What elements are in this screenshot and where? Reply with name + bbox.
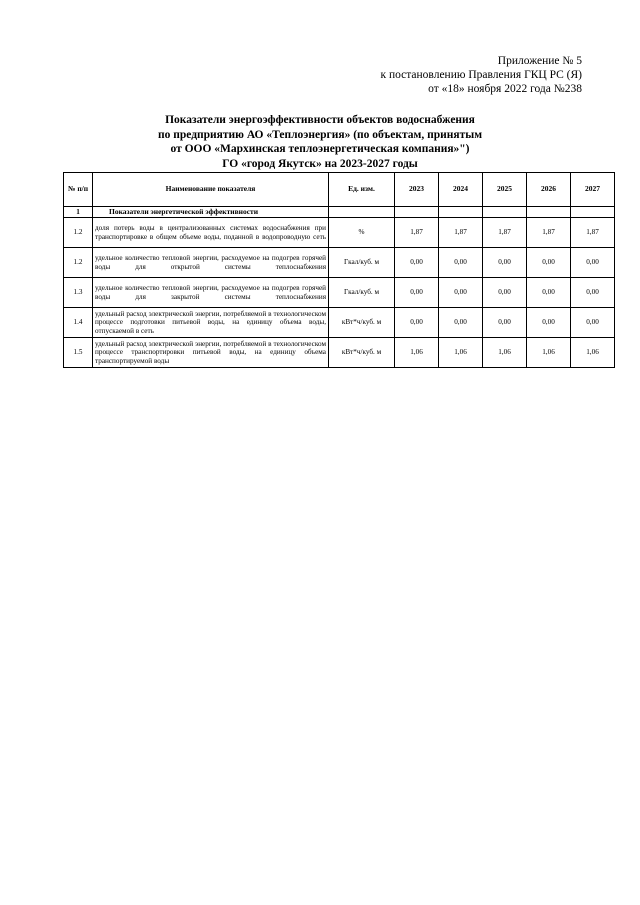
indicators-table xyxy=(63,172,615,368)
row-value-2025: 0,00 xyxy=(483,278,527,308)
table-row xyxy=(64,308,615,338)
section-name: Показатели энергетической эффективности xyxy=(93,207,329,218)
title-line-4: ГО «город Якутск» на 2023-2027 годы xyxy=(222,157,418,170)
header-2026: 2026 xyxy=(527,173,571,207)
row-value-2024: 0,00 xyxy=(439,278,483,308)
row-unit: % xyxy=(329,218,395,248)
row-value-2027: 0,00 xyxy=(571,278,615,308)
row-value-2024: 0,00 xyxy=(439,248,483,278)
table-row xyxy=(64,338,615,368)
table-row xyxy=(64,218,615,248)
section-empty xyxy=(483,207,527,218)
row-value-2023: 1,87 xyxy=(395,218,439,248)
row-num: 1.2 xyxy=(64,218,93,248)
title-line-1: Показатели энергоэффективности объектов водоснабжения xyxy=(165,114,475,126)
row-value-2026: 0,00 xyxy=(527,248,571,278)
section-num: 1 xyxy=(64,207,93,218)
row-name: удельный расход электрической энергии, потребляемой в технологическом процессе подготовки питьевой воды, на единицу объема воды, отпускаемой в сеть xyxy=(93,308,329,338)
row-name: удельный расход электрической энергии, потребляемой в технологическом процессе транспортировки питьевой воды, на единицу объема транспортируемой воды xyxy=(93,338,329,368)
header-2025: 2025 xyxy=(483,173,527,207)
section-empty xyxy=(395,207,439,218)
row-value-2026: 1,06 xyxy=(527,338,571,368)
row-value-2027: 1,06 xyxy=(571,338,615,368)
title-line-2: по предприятию АО «Теплоэнергия» (по объектам, принятым xyxy=(157,128,483,141)
row-value-2025: 1,06 xyxy=(483,338,527,368)
appendix-line-2: к постановлению Правления ГКЦ РС (Я) xyxy=(380,69,582,81)
row-value-2027: 1,87 xyxy=(571,218,615,248)
header-row xyxy=(64,173,615,207)
row-value-2025: 1,87 xyxy=(483,218,527,248)
row-num: 1.3 xyxy=(64,278,93,308)
header-unit: Ед. изм. xyxy=(329,173,395,207)
row-value-2027: 0,00 xyxy=(571,248,615,278)
section-empty xyxy=(571,207,615,218)
row-name: доля потерь воды в централизованных системах водоснабжения при транспортировке в общем объеме воды, поданной в водопроводную сеть xyxy=(93,218,329,248)
row-value-2025: 0,00 xyxy=(483,248,527,278)
section-empty xyxy=(439,207,483,218)
row-num: 1.2 xyxy=(64,248,93,278)
appendix-block xyxy=(381,54,583,96)
row-name: удельное количество тепловой энергии, расходуемое на подогрев горячей воды для закрытой системы теплоснабжения xyxy=(93,278,329,308)
row-value-2024: 0,00 xyxy=(439,308,483,338)
row-value-2024: 1,87 xyxy=(439,218,483,248)
header-2023: 2023 xyxy=(395,173,439,207)
row-unit: Гкал/куб. м xyxy=(329,278,395,308)
table-row xyxy=(64,248,615,278)
row-value-2023: 0,00 xyxy=(395,248,439,278)
row-value-2023: 1,06 xyxy=(395,338,439,368)
appendix-line-1: Приложение № 5 xyxy=(497,55,582,67)
row-num: 1.5 xyxy=(64,338,93,368)
row-name: удельное количество тепловой энергии, расходуемое на подогрев горячей воды для открытой системы теплоснабжения xyxy=(93,248,329,278)
header-num: № п/п xyxy=(64,173,93,207)
header-2027: 2027 xyxy=(571,173,615,207)
header-2024: 2024 xyxy=(439,173,483,207)
document-title xyxy=(0,113,640,171)
section-row xyxy=(64,207,615,218)
row-value-2027: 0,00 xyxy=(571,308,615,338)
row-value-2023: 0,00 xyxy=(395,278,439,308)
row-unit: кВт*ч/куб. м xyxy=(329,308,395,338)
row-unit: кВт*ч/куб. м xyxy=(329,338,395,368)
row-value-2023: 0,00 xyxy=(395,308,439,338)
row-value-2024: 1,06 xyxy=(439,338,483,368)
row-value-2026: 0,00 xyxy=(527,278,571,308)
header-name: Наименование показателя xyxy=(93,173,329,207)
section-empty xyxy=(329,207,395,218)
title-line-3: от ООО «Мархинская теплоэнергетическая компания»") xyxy=(170,143,470,155)
appendix-line-3: от «18» ноября 2022 года №238 xyxy=(428,83,582,95)
row-value-2026: 0,00 xyxy=(527,308,571,338)
row-value-2026: 1,87 xyxy=(527,218,571,248)
table-row xyxy=(64,278,615,308)
section-empty xyxy=(527,207,571,218)
row-value-2025: 0,00 xyxy=(483,308,527,338)
row-unit: Гкал/куб. м xyxy=(329,248,395,278)
row-num: 1.4 xyxy=(64,308,93,338)
